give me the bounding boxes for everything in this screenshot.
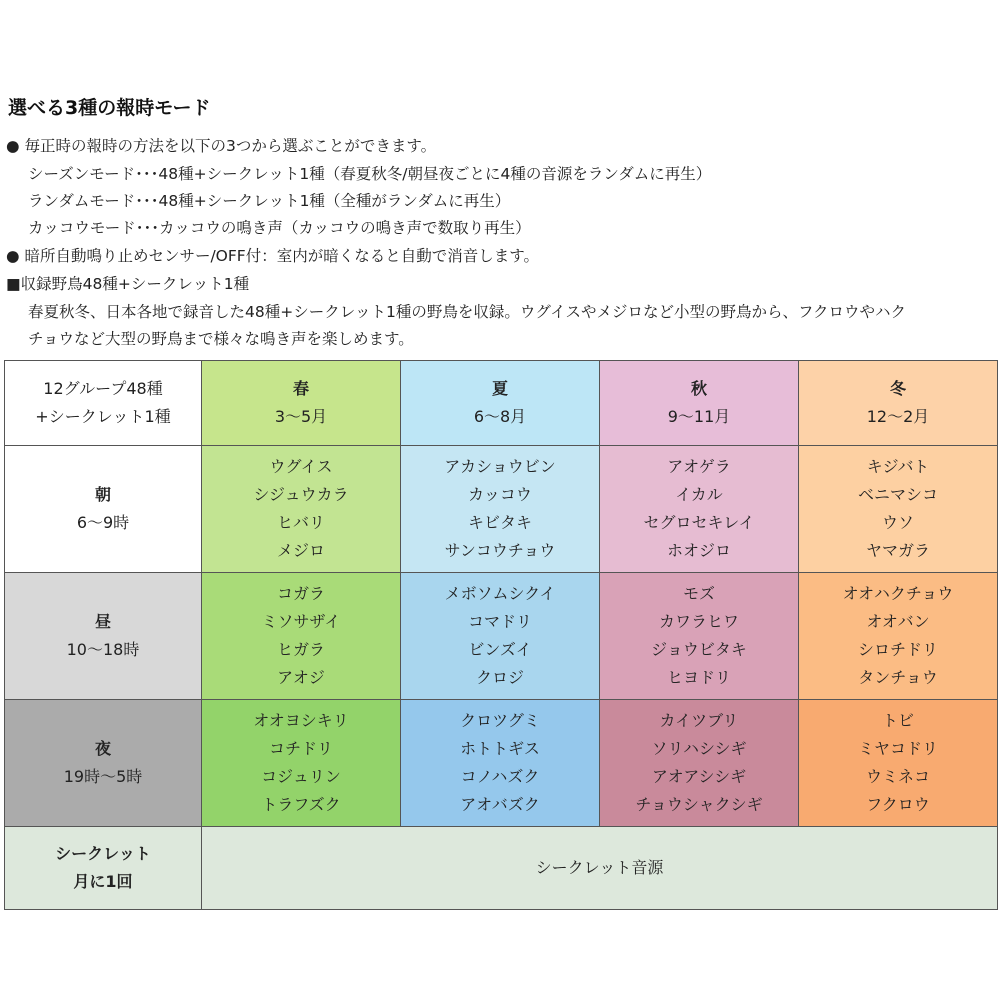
- bird-cell: [600, 573, 799, 700]
- bird-name: セグロセキレイ: [643, 513, 755, 532]
- season-name: 秋: [690, 379, 707, 398]
- bird-name: アオバズク: [460, 795, 540, 814]
- bird-name: コジュリン: [261, 767, 341, 786]
- bird-name: アカショウビン: [444, 457, 556, 476]
- time-row: [5, 446, 998, 573]
- bird-cell: [799, 446, 998, 573]
- mode-cuckoo: カッコウモード･･･カッコウの鳴き声（カッコウの鳴き声で数取り再生）: [28, 219, 531, 237]
- time-row: [5, 573, 998, 700]
- season-months: 12～2月: [866, 407, 930, 426]
- bird-name: ソリハシシギ: [651, 739, 747, 758]
- description-line-1: 春夏秋冬、日本各地で録音した48種+シークレット1種の野鳥を収録。ウグイスやメジロなど小型の野鳥から、フクロウやハク: [28, 303, 907, 321]
- bird-cell: [799, 573, 998, 700]
- time-row: [5, 700, 998, 827]
- season-months: 6～8月: [473, 407, 527, 426]
- time-label-cell: [5, 700, 202, 827]
- secret-label-cell: [5, 827, 202, 910]
- secret-row: [5, 827, 998, 910]
- corner-label: +シークレット1種: [35, 407, 171, 426]
- bird-name: コチドリ: [268, 739, 333, 758]
- bird-name: クロツグミ: [460, 711, 540, 730]
- season-header: [600, 361, 799, 446]
- intro-bullet-1: ● 毎正時の報時の方法を以下の3つから選ぶことができます。: [6, 137, 437, 155]
- secret-sound-cell: シークレット音源: [202, 827, 998, 910]
- time-label-cell: [5, 446, 202, 573]
- season-name: 冬: [889, 379, 906, 398]
- bird-name: サンコウチョウ: [444, 541, 556, 560]
- bird-name: ミヤコドリ: [857, 739, 938, 758]
- secret-label: 月に1回: [73, 872, 133, 891]
- bird-name: カッコウ: [468, 485, 532, 504]
- bird-name: ビンズイ: [468, 640, 532, 659]
- time-hours: 10～18時: [66, 640, 140, 659]
- bird-name: モズ: [682, 584, 715, 603]
- bird-cell: [401, 573, 600, 700]
- description-line-2: チョウなど大型の野鳥まで様々な鳴き声を楽しめます。: [28, 330, 414, 348]
- bird-cell: [202, 700, 401, 827]
- bird-cell: [202, 446, 401, 573]
- bird-cell: [202, 573, 401, 700]
- bird-name: トラフズク: [261, 795, 341, 814]
- season-name: 春: [292, 379, 309, 398]
- bird-name: ジョウビタキ: [651, 640, 747, 659]
- bird-name: ヤマガラ: [865, 541, 930, 560]
- bird-name: カイツブリ: [659, 711, 739, 730]
- bird-name: コマドリ: [467, 612, 532, 631]
- bird-name: ホトトギス: [460, 739, 540, 758]
- bird-name: オオハクチョウ: [842, 584, 954, 603]
- time-name: 昼: [94, 612, 111, 631]
- season-header: [202, 361, 401, 446]
- corner-cell: [5, 361, 202, 446]
- bird-name: イカル: [675, 485, 723, 504]
- mode-season: シーズンモード･･･48種+シークレット1種（春夏秋冬/朝昼夜ごとに4種の音源をランダムに再生）: [28, 165, 712, 183]
- time-hours: 19時～5時: [63, 767, 143, 786]
- bird-name: ヒバリ: [276, 513, 325, 532]
- season-months: 9～11月: [667, 407, 731, 426]
- bird-name: オオヨシキリ: [253, 711, 349, 730]
- bird-name: メジロ: [276, 541, 325, 560]
- bird-name: コノハズク: [460, 767, 540, 786]
- bird-name: トビ: [881, 711, 914, 730]
- bird-table: [4, 360, 998, 910]
- bird-name: ウソ: [881, 513, 914, 532]
- bird-name: アオジ: [277, 668, 325, 687]
- bird-cell: [600, 700, 799, 827]
- time-label-cell: [5, 573, 202, 700]
- bird-name: ヒヨドリ: [666, 668, 731, 687]
- bird-name: オオバン: [866, 612, 930, 631]
- bird-name: タンチョウ: [858, 668, 938, 687]
- bird-name: ホオジロ: [666, 541, 731, 560]
- bird-name: コガラ: [276, 584, 325, 603]
- season-name: 夏: [491, 379, 508, 398]
- bird-name: クロジ: [475, 668, 524, 687]
- bird-name: キジバト: [866, 457, 930, 476]
- bird-name: ウグイス: [269, 457, 333, 476]
- intro-bullet-2: ● 暗所自動鳴り止めセンサー/OFF付：室内が暗くなると自動で消音します。: [6, 247, 539, 265]
- bird-name: ベニマシコ: [857, 485, 938, 504]
- bird-cell: [401, 700, 600, 827]
- bird-name: ミソサザイ: [261, 612, 341, 631]
- mode-random: ランダムモード･･･48種+シークレット1種（全種がランダムに再生）: [28, 192, 511, 210]
- bird-cell: [401, 446, 600, 573]
- season-months: 3～5月: [274, 407, 328, 426]
- table-header-row: [5, 361, 998, 446]
- bird-name: アオゲラ: [667, 457, 731, 476]
- bird-name: チョウシャクシギ: [635, 795, 763, 814]
- corner-label: 12グループ48種: [43, 379, 163, 398]
- bird-name: シロチドリ: [857, 640, 938, 659]
- bird-name: シジュウカラ: [253, 485, 349, 504]
- bird-name: キビタキ: [467, 513, 532, 532]
- season-header: [401, 361, 600, 446]
- section-heading: ■収録野鳥48種+シークレット1種: [6, 275, 250, 293]
- secret-label: シークレット: [55, 844, 151, 863]
- bird-cell: [799, 700, 998, 827]
- bird-cell: [600, 446, 799, 573]
- time-name: 朝: [94, 485, 111, 504]
- bird-name: ヒガラ: [276, 640, 325, 659]
- bird-name: メボソムシクイ: [444, 584, 556, 603]
- bird-name: アオアシシギ: [651, 767, 747, 786]
- time-hours: 6～9時: [76, 513, 130, 532]
- bird-name: カワラヒワ: [658, 612, 739, 631]
- season-header: [799, 361, 998, 446]
- time-name: 夜: [94, 739, 111, 758]
- page-title: 選べる3種の報時モード: [8, 97, 211, 119]
- bird-name: ウミネコ: [865, 767, 930, 786]
- bird-name: フクロウ: [866, 795, 930, 814]
